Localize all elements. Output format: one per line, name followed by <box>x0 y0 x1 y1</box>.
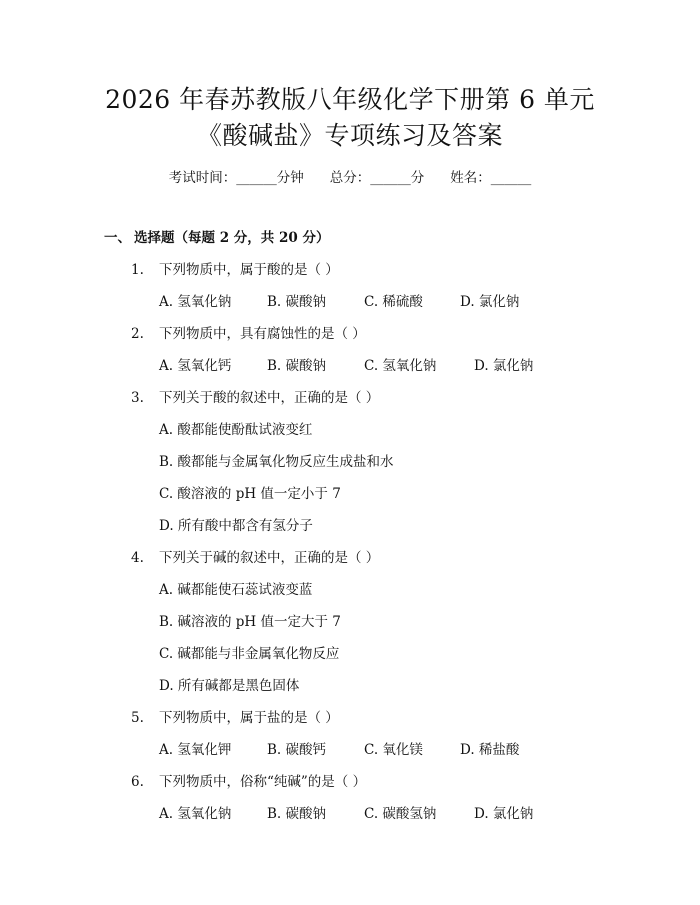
question-number: 6. <box>131 774 144 790</box>
q2-option-c: C. 氢氧化钠 <box>364 358 437 374</box>
q5-option-b: B. 碳酸钙 <box>267 742 327 758</box>
question-5 <box>131 708 339 728</box>
section-title: 选择题（每题 2 分，共 20 分） <box>134 230 330 246</box>
q2-option-d: D. 氯化钠 <box>474 358 534 374</box>
question-text: 下列物质中，俗称“纯碱”的是（ ） <box>159 774 367 790</box>
question-number: 1. <box>131 262 144 278</box>
question-number: 3. <box>131 390 144 406</box>
question-4 <box>131 548 379 568</box>
q6-option-d: D. 氯化钠 <box>474 806 534 822</box>
q3-option-c: C. 酸溶液的 pH 值一定小于 7 <box>159 486 341 502</box>
total-score-field: 总分：______分 <box>329 170 425 186</box>
question-text: 下列关于酸的叙述中，正确的是（ ） <box>159 390 380 406</box>
section-heading <box>104 228 329 248</box>
q1-option-d: D. 氯化钠 <box>460 294 520 310</box>
question-3 <box>131 388 379 408</box>
question-2 <box>131 324 366 344</box>
question-number: 4. <box>131 550 144 566</box>
q1-option-a: A. 氢氧化钠 <box>159 294 232 310</box>
question-text: 下列物质中，属于盐的是（ ） <box>159 710 339 726</box>
question-number: 5. <box>131 710 144 726</box>
q5-option-d: D. 稀盐酸 <box>460 742 520 758</box>
document-title-line-1: 2026 年春苏教版八年级化学下册第 6 单元 <box>105 85 595 114</box>
q3-option-d: D. 所有酸中都含有氢分子 <box>159 518 313 534</box>
q2-option-a: A. 氢氧化钙 <box>159 358 232 374</box>
question-6 <box>131 772 366 792</box>
question-1 <box>131 260 339 280</box>
q3-option-b: B. 酸都能与金属氧化物反应生成盐和水 <box>159 454 394 470</box>
exam-time-field: 考试时间：______分钟 <box>168 170 304 186</box>
q6-option-b: B. 碳酸钠 <box>267 806 327 822</box>
q6-option-a: A. 氢氧化钠 <box>159 806 232 822</box>
question-text: 下列物质中，属于酸的是（ ） <box>159 262 339 278</box>
question-text: 下列关于碱的叙述中，正确的是（ ） <box>159 550 380 566</box>
q1-option-b: B. 碳酸钠 <box>267 294 327 310</box>
question-number: 2. <box>131 326 144 342</box>
q2-option-b: B. 碳酸钠 <box>267 358 327 374</box>
section-number: 一、 <box>104 230 131 246</box>
q5-option-a: A. 氢氧化钾 <box>159 742 232 758</box>
question-text: 下列物质中，具有腐蚀性的是（ ） <box>159 326 366 342</box>
q1-option-c: C. 稀硫酸 <box>364 294 423 310</box>
q4-option-d: D. 所有碱都是黑色固体 <box>159 678 300 694</box>
q3-option-a: A. 酸都能使酚酞试液变红 <box>159 422 313 438</box>
document-title-line-2: 《酸碱盐》专项练习及答案 <box>196 121 503 150</box>
exam-info-line <box>0 168 700 188</box>
q4-option-c: C. 碱都能与非金属氧化物反应 <box>159 646 340 662</box>
q5-option-c: C. 氧化镁 <box>364 742 423 758</box>
student-name-field: 姓名：______ <box>450 170 532 186</box>
q4-option-a: A. 碱都能使石蕊试液变蓝 <box>159 582 313 598</box>
q4-option-b: B. 碱溶液的 pH 值一定大于 7 <box>159 614 341 630</box>
q6-option-c: C. 碳酸氢钠 <box>364 806 437 822</box>
